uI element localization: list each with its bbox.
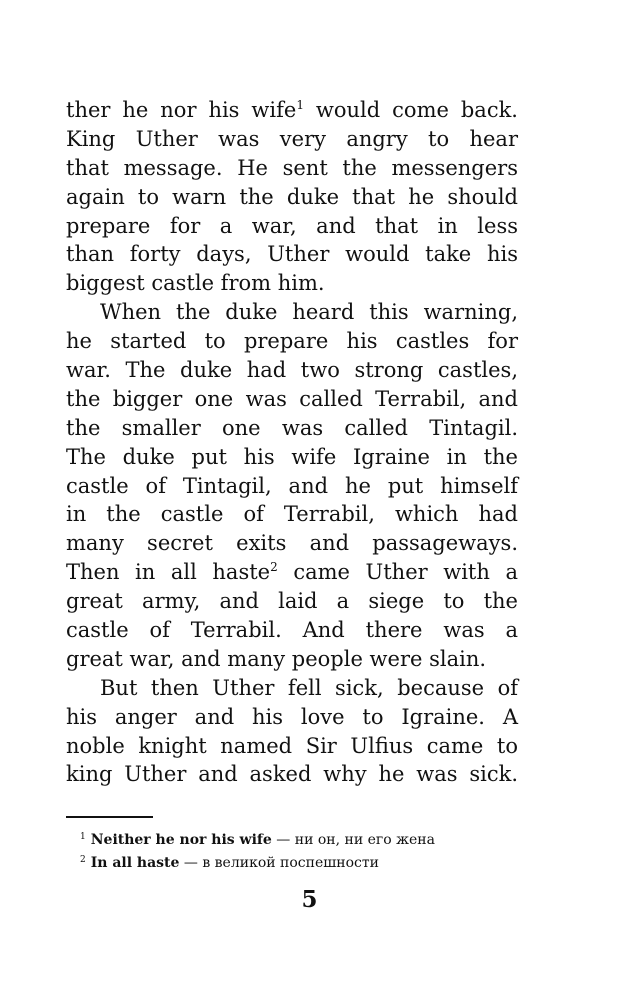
text-line: biggest castle from him.	[66, 271, 325, 296]
text-line: again to warn the duke that he should	[66, 184, 518, 209]
text-line: Then in all haste$^2$ came Uther with a	[66, 560, 518, 585]
text-line: war. The duke had two strong castles,	[66, 358, 518, 383]
text-line: But then Uther fell sick, because of	[100, 675, 518, 700]
footnote-item	[80, 827, 500, 850]
text-line: the smaller one was called Tintagil.	[66, 415, 518, 440]
footnote-number: 2	[80, 855, 86, 865]
text-line: The duke put his wife Igraine in the	[66, 444, 518, 469]
footnote-number: 1	[80, 832, 86, 842]
text-line: that message. He sent the messengers	[66, 155, 518, 180]
page-number: 5	[301, 886, 318, 913]
text-line: castle of Terrabil. And there was a	[66, 618, 518, 643]
text-line: than forty days, Uther would take his	[66, 242, 518, 267]
text-line: great army, and laid a siege to the	[66, 589, 518, 614]
text-line: When the duke heard this warning,	[100, 300, 518, 325]
footnote-mark: 2	[270, 560, 278, 575]
text-line: castle of Tintagil, and he put himself	[66, 473, 518, 498]
footnote-mark: 1	[296, 98, 304, 112]
footnote-term: In all haste	[90, 855, 180, 871]
page-body	[66, 96, 518, 789]
text-line: in the castle of Terrabil, which had	[66, 502, 518, 527]
text-line: noble knight named Sir Ulfius came to	[66, 733, 518, 758]
footnote-divider	[66, 816, 153, 818]
footnote-translation: — ни он, ни его жена	[276, 832, 435, 848]
text-line: King Uther was very angry to hear	[66, 126, 518, 151]
text-line: great war, and many people were slain.	[66, 646, 487, 671]
text-line: the bigger one was called Terrabil, and	[66, 386, 518, 411]
text-line: ther he nor his wife$^1$ would come back.	[66, 98, 518, 122]
text-line: prepare for a war, and that in less	[66, 213, 518, 238]
text-line: king Uther and asked why he was sick.	[66, 762, 518, 787]
footnote-item	[80, 850, 500, 873]
footnote-term: Neither he nor his wife	[90, 832, 272, 848]
text-line: many secret exits and passageways.	[66, 531, 518, 556]
footnote-translation: — в великой поспешности	[183, 855, 379, 871]
footnotes	[80, 827, 500, 873]
text-line: he started to prepare his castles for	[66, 329, 518, 354]
text-line: his anger and his love to Igraine. A	[66, 704, 518, 729]
